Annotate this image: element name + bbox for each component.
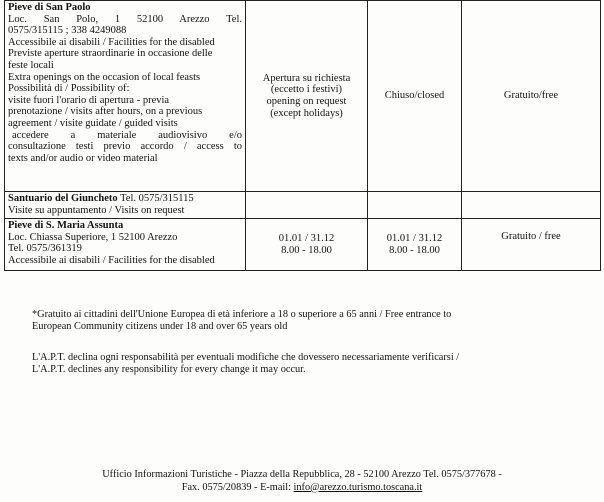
table-row [5, 1, 601, 192]
hours-cell [246, 192, 368, 219]
info-line: consultazione testi previo accordo / access to [8, 141, 242, 153]
info-line: feste locali [8, 59, 54, 71]
price-text: Gratuito / free [501, 231, 561, 242]
price-cell [462, 192, 601, 219]
note-line: L'A.P.T. declines any responsibility for every change it may occur. [32, 364, 306, 376]
opening-hours-table [4, 0, 601, 271]
info-line: Possibilità di / Possibility of: [8, 83, 130, 95]
info-line: visite fuori l'orario di apertura - previa [8, 94, 170, 106]
site-description-cell [5, 219, 246, 271]
info-line: prenotazione / visits after hours, on a previous [8, 106, 203, 118]
hours-line: opening on request [266, 96, 347, 107]
site-name: Pieve di San Paolo [8, 2, 91, 13]
email-link[interactable]: info@arezzo.turismo.toscana.it [293, 481, 423, 493]
disclaimer-note [32, 352, 572, 376]
site-description-cell [5, 1, 246, 192]
hours-line: Apertura su richiesta [262, 72, 351, 84]
closed-cell [368, 219, 462, 271]
info-line: accedere a materiale audiovisivo e/o [12, 129, 242, 141]
accessibility-line: Accessibile ai disabili / Facilities for the disabled [8, 254, 215, 266]
hours-line: (eccetto i festivi) [270, 84, 343, 96]
hours-line: (except holidays) [270, 107, 343, 119]
contact-footer [0, 469, 604, 494]
closed-text: Chiuso/closed [384, 90, 445, 102]
footer-address: Ufficio Informazioni Turistiche - Piazza della Repubblica, 28 - 52100 Arezzo Tel. 0575/377678 - [102, 469, 502, 480]
phone-line: Tel. 0575/361319 [8, 243, 82, 255]
hours-line: 01.01 / 31.12 [278, 232, 335, 244]
phone-line: 0575/315115 ; 338 4249088 [8, 25, 127, 37]
phone-line: Tel. 0575/315115 [120, 193, 194, 204]
closed-text: 8.00 - 18.00 [389, 244, 440, 256]
info-line: Previste aperture straordinarie in occasione delle [8, 48, 213, 60]
hours-cell [246, 219, 368, 271]
site-name: Pieve di S. Maria Assunta [8, 220, 124, 231]
note-line: L'A.P.T. declina ogni responsabilità per eventuali modifiche che dovessero necessariamente verificarsi / [32, 352, 460, 363]
info-line: Visite su appuntamento / Visits on request [8, 204, 185, 216]
note-line: European Community citizens under 18 and over 65 years old [32, 321, 288, 333]
price-cell [462, 1, 601, 192]
site-name: Santuario del Giuncheto [8, 193, 118, 204]
hours-cell [246, 1, 368, 192]
note-line: *Gratuito ai cittadini dell'Unione Europea di età inferiore a 18 o superiore a 65 anni / Free entrance to [32, 309, 452, 320]
info-line: texts and/or audio or video material [8, 152, 158, 164]
closed-text: 01.01 / 31.12 [386, 232, 443, 244]
accessibility-line: Accessibile ai disabili / Facilities for the disabled [8, 36, 215, 48]
free-entry-note [32, 309, 572, 333]
closed-cell [368, 192, 462, 219]
hours-line: 8.00 - 18.00 [281, 244, 332, 256]
price-cell [462, 219, 601, 271]
price-text: Gratuito/free [503, 90, 559, 102]
closed-cell [368, 1, 462, 192]
info-line: agreement / visite guidate / guided visits [8, 117, 178, 129]
address-line: Loc. San Polo, 1 52100 Arezzo Tel. [8, 13, 242, 25]
table-row [5, 192, 601, 219]
site-description-cell [5, 192, 246, 219]
info-line: Extra openings on the occasion of local feasts [8, 71, 201, 83]
address-line: Loc. Chiassa Superiore, 1 52100 Arezzo [8, 231, 178, 243]
footer-fax: Fax. 0575/20839 - E-mail: [181, 481, 294, 493]
table-row [5, 219, 601, 271]
